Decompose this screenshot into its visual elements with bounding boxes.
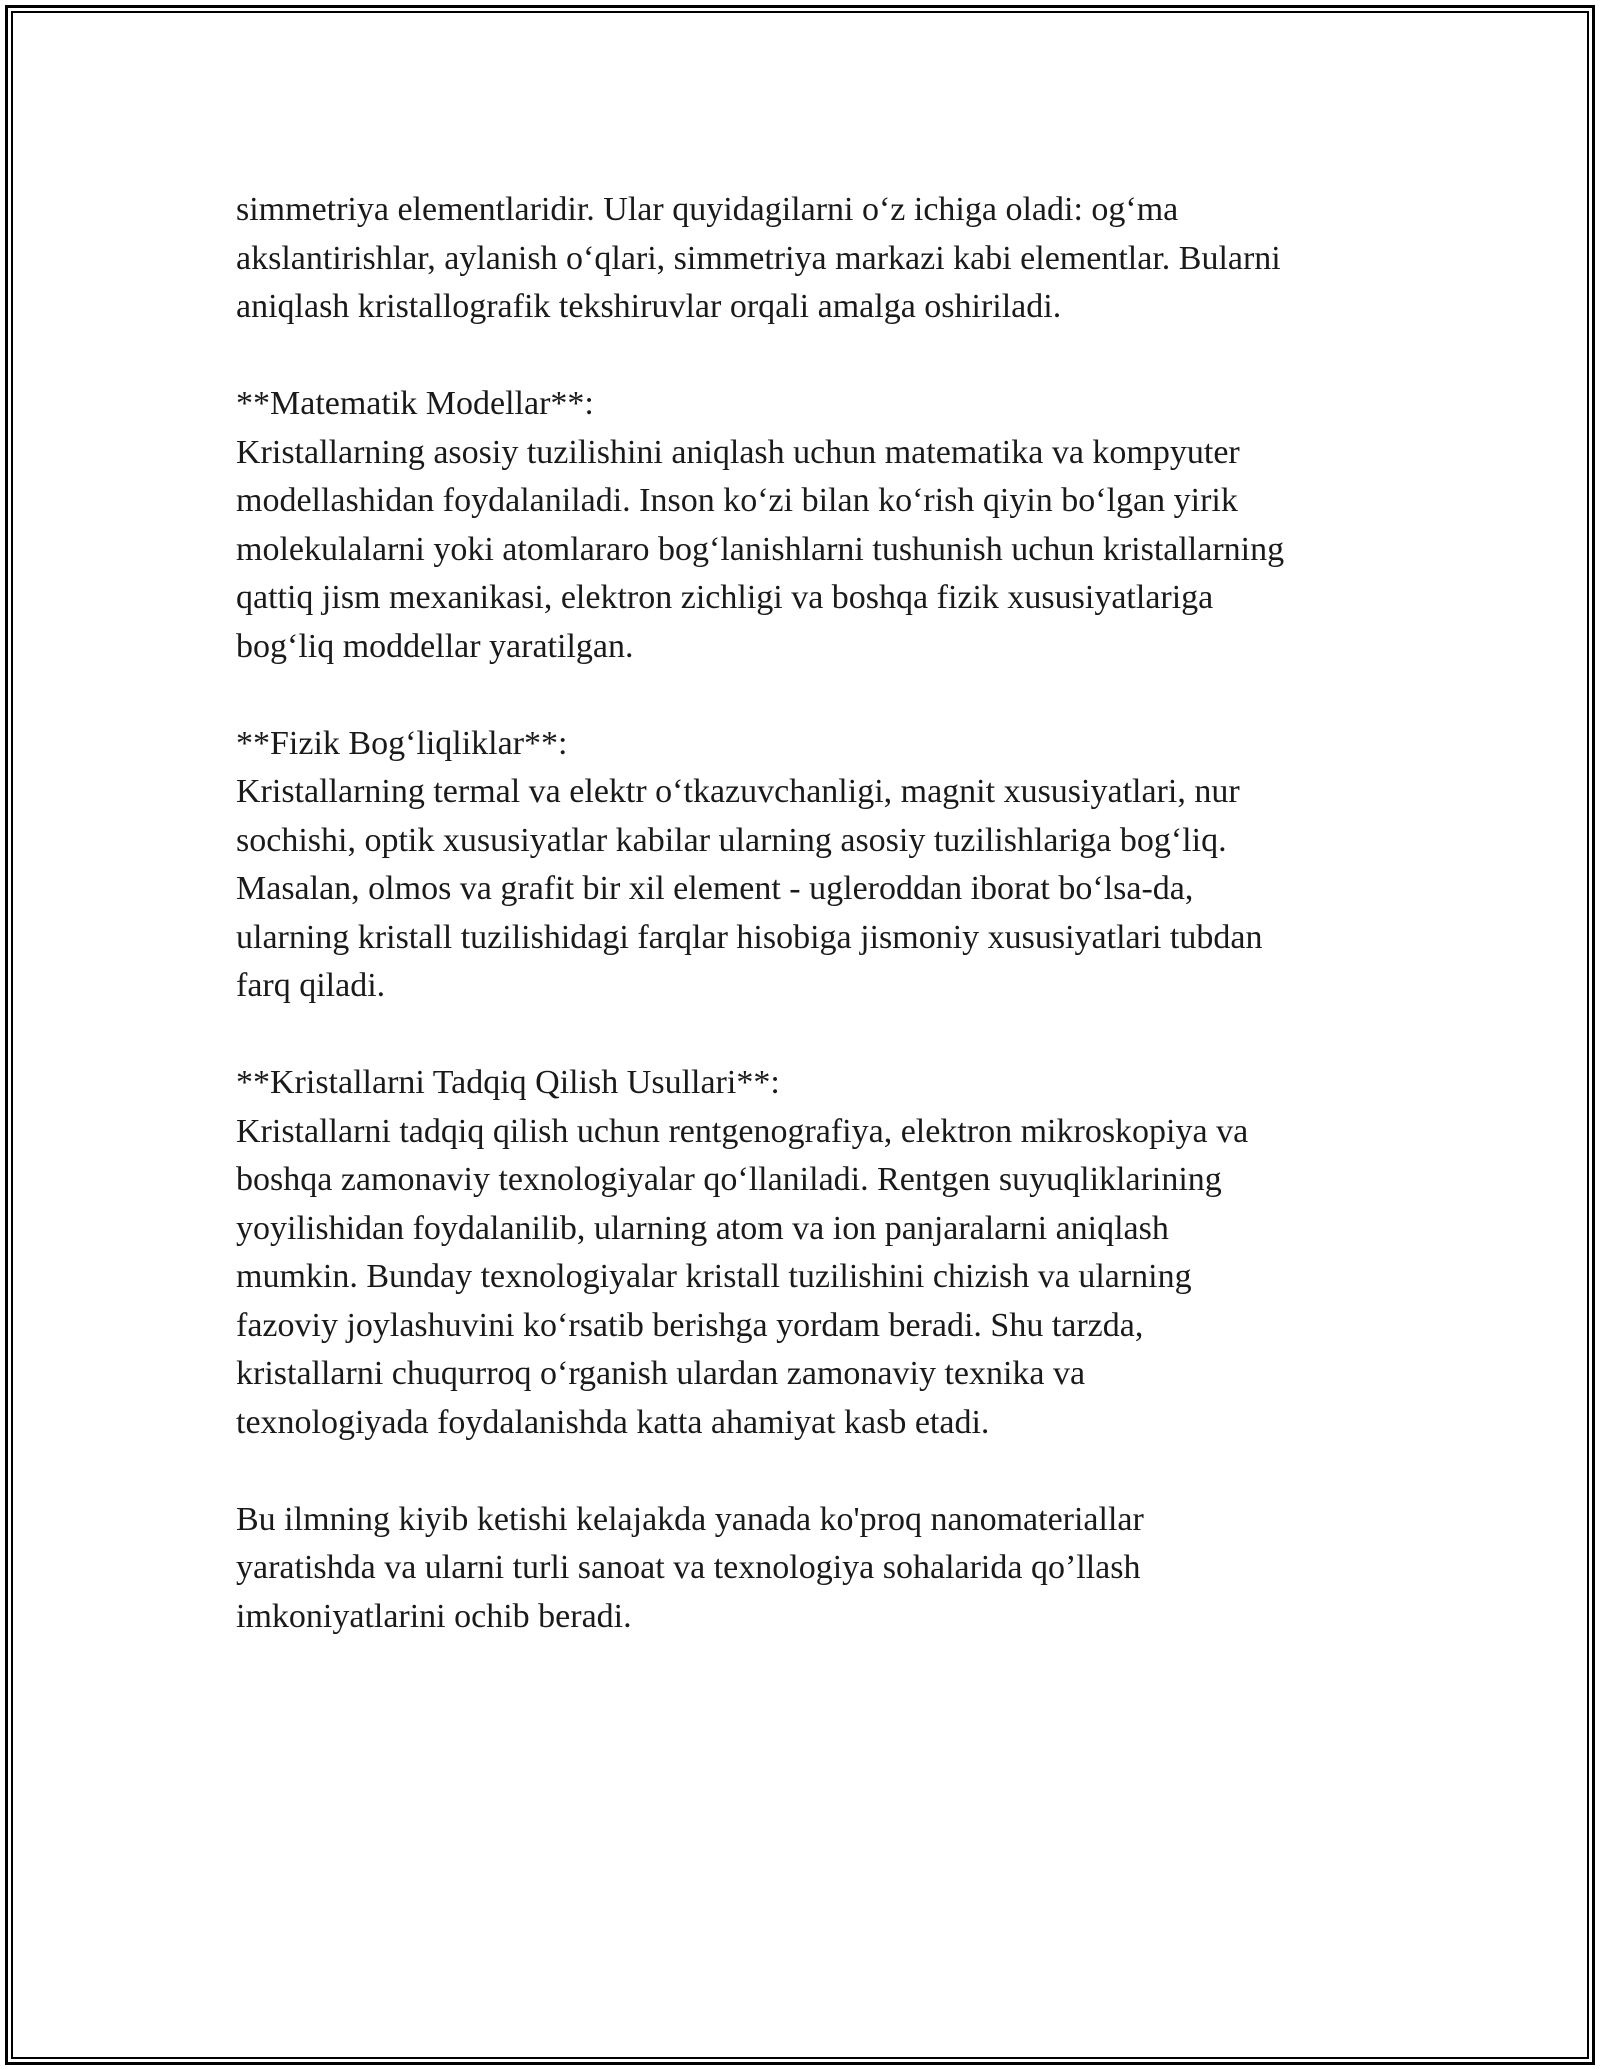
text-line: yoyilishidan foydalanilib, ularning atom va ion panjaralarni aniqlash <box>236 1209 1169 1247</box>
text-line: fazoviy joylashuvini ko‘rsatib berishga yordam beradi. Shu tarzda, <box>236 1306 1144 1344</box>
text-line: kristallarni chuqurroq o‘rganish ulardan zamonaviy texnika va <box>236 1355 1086 1392</box>
text-line: Kristallarning termal va elektr o‘tkazuvchanligi, magnit xususiyatlari, nur <box>236 773 1240 810</box>
paragraph-intro <box>236 186 1386 332</box>
text-line: ularning kristall tuzilishidagi farqlar hisobiga jismoniy xususiyatlari tubdan <box>236 918 1263 956</box>
text-line: yaratishda va ularni turli sanoat va texnologiya sohalarida qo’llash <box>236 1549 1141 1586</box>
text-line: akslantirishlar, aylanish o‘qlari, simmetriya markazi kabi elementlar. Bularni <box>236 239 1281 277</box>
text-line: farq qiladi. <box>236 967 386 1004</box>
document-body <box>236 186 1386 1641</box>
section-heading: **Fizik Bog‘liqliklar**: <box>236 724 568 762</box>
text-line: imkoniyatlarini ochib beradi. <box>236 1597 632 1635</box>
text-line: aniqlash kristallografik tekshiruvlar orqali amalga oshiriladi. <box>236 288 1062 325</box>
paragraph-matematik-modellar <box>236 380 1386 671</box>
text-line: sochishi, optik xususiyatlar kabilar ularning asosiy tuzilishlariga bog‘liq. <box>236 821 1227 859</box>
section-heading: **Matematik Modellar**: <box>236 385 594 422</box>
text-line: Masalan, olmos va grafit bir xil element - ugleroddan iborat bo‘lsa-da, <box>236 870 1194 907</box>
text-line: molekulalarni yoki atomlararo bog‘lanishlarni tushunish uchun kristallarning <box>236 530 1285 568</box>
text-line: modellashidan foydalaniladi. Inson ko‘zi bilan ko‘rish qiyin bo‘lgan yirik <box>236 482 1238 519</box>
text-line: Kristallarning asosiy tuzilishini aniqlash uchun matematika va kompyuter <box>236 433 1240 471</box>
text-line: mumkin. Bunday texnologiyalar kristall tuzilishini chizish va ularning <box>236 1258 1192 1295</box>
text-line: boshqa zamonaviy texnologiyalar qo‘llaniladi. Rentgen suyuqliklarining <box>236 1161 1222 1198</box>
paragraph-tadqiq-usullari <box>236 1059 1386 1447</box>
paragraph-conclusion <box>236 1496 1386 1642</box>
text-line: simmetriya elementlaridir. Ular quyidagilarni o‘z ichiga oladi: og‘ma <box>236 191 1179 228</box>
text-line: bog‘liq moddellar yaratilgan. <box>236 627 634 665</box>
text-line: Bu ilmning kiyib ketishi kelajakda yanada ko'proq nanomateriallar <box>236 1500 1144 1538</box>
text-line: Kristallarni tadqiq qilish uchun rentgenografiya, elektron mikroskopiya va <box>236 1112 1249 1150</box>
paragraph-fizik-bogliqliklar <box>236 720 1386 1011</box>
text-line: qattiq jism mexanikasi, elektron zichligi va boshqa fizik xususiyatlariga <box>236 579 1214 616</box>
section-heading: **Kristallarni Tadqiq Qilish Usullari**: <box>236 1064 780 1101</box>
text-line: texnologiyada foydalanishda katta ahamiyat kasb etadi. <box>236 1403 990 1441</box>
